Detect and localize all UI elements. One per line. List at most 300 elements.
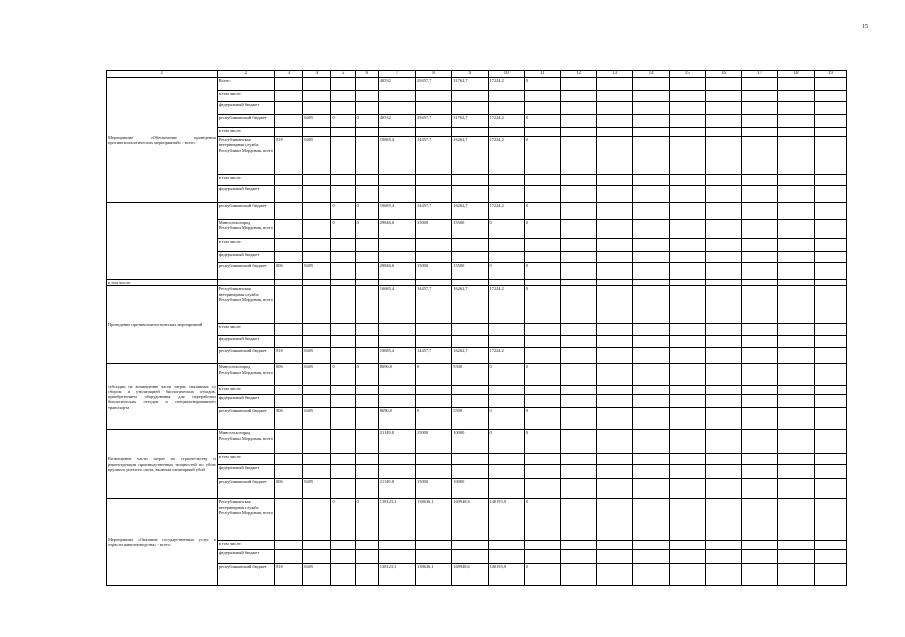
column-header: 10 (488, 71, 524, 78)
column-header: 18 (778, 71, 814, 78)
empty-cell (597, 137, 633, 175)
table-cell (331, 239, 355, 252)
empty-cell (597, 499, 633, 541)
empty-cell (669, 408, 705, 430)
table-row (107, 186, 847, 203)
table-cell (452, 465, 488, 479)
empty-cell (597, 91, 633, 102)
empty-cell (778, 128, 814, 137)
table-cell: 10685,4 (378, 203, 415, 220)
table-row (107, 499, 847, 541)
table-cell: 16262,7 (452, 203, 488, 220)
column-header: 11 (524, 71, 560, 78)
table-cell: 0 (524, 220, 560, 239)
budget-table (106, 70, 847, 586)
table-cell: 17224,2 (488, 348, 524, 364)
table-cell: 0 (524, 263, 560, 280)
empty-cell (778, 137, 814, 175)
table-cell (331, 102, 355, 115)
empty-cell (633, 430, 669, 454)
empty-cell (597, 128, 633, 137)
empty-cell (597, 239, 633, 252)
table-cell (303, 336, 331, 348)
table-cell: 0 (355, 220, 378, 239)
empty-cell (633, 286, 669, 324)
table-cell (452, 541, 488, 550)
empty-cell (742, 220, 778, 239)
empty-cell (705, 78, 741, 91)
table-row (107, 336, 847, 348)
table-cell: 0 (488, 430, 524, 454)
empty-cell (778, 408, 814, 430)
budget-source-cell: федеральный бюджет (217, 395, 274, 408)
table-cell: 10000 (452, 479, 488, 499)
table-cell: 29846,6 (378, 263, 415, 280)
empty-cell (742, 465, 778, 479)
empty-cell (633, 465, 669, 479)
table-cell (378, 128, 415, 137)
table-cell (378, 175, 415, 186)
empty-cell (597, 102, 633, 115)
empty-cell (669, 324, 705, 336)
empty-cell (814, 175, 846, 186)
empty-cell (814, 499, 846, 541)
table-cell: 0 (331, 499, 355, 541)
table-cell (275, 395, 303, 408)
table-cell (378, 395, 415, 408)
empty-cell (560, 91, 596, 102)
table-cell (275, 541, 303, 550)
table-cell (275, 465, 303, 479)
empty-cell (814, 203, 846, 220)
empty-cell (778, 286, 814, 324)
table-cell: 0405 (303, 137, 331, 175)
table-row (107, 541, 847, 550)
table-row (107, 364, 847, 386)
empty-cell (669, 395, 705, 408)
table-cell: 21149,8 (378, 430, 415, 454)
table-row (107, 479, 847, 499)
table-row (107, 386, 847, 395)
table-cell (524, 336, 560, 348)
empty-cell (560, 78, 596, 91)
empty-cell (633, 499, 669, 541)
table-cell (488, 336, 524, 348)
empty-cell (778, 364, 814, 386)
empty-cell (705, 239, 741, 252)
table-cell: 138636,1 (416, 499, 452, 541)
empty-cell (669, 128, 705, 137)
empty-cell (560, 102, 596, 115)
table-cell (331, 386, 355, 395)
table-row (107, 454, 847, 465)
empty-cell (705, 220, 741, 239)
budget-source-cell: в том числе: (217, 91, 274, 102)
table-cell (355, 465, 378, 479)
empty-cell (742, 550, 778, 564)
empty-cell (560, 348, 596, 364)
empty-cell (778, 336, 814, 348)
empty-cell (669, 102, 705, 115)
empty-cell (560, 408, 596, 430)
table-cell: 806 (275, 364, 303, 386)
table-cell (303, 386, 331, 395)
table-cell (303, 454, 331, 465)
empty-cell (778, 324, 814, 336)
table-cell (275, 252, 303, 263)
empty-cell (705, 386, 741, 395)
table-cell (524, 541, 560, 550)
table-cell (378, 102, 415, 115)
table-cell (331, 91, 355, 102)
table-cell: 140193,9 (488, 499, 524, 541)
column-header: 14 (633, 71, 669, 78)
table-cell (378, 239, 415, 252)
table-cell (355, 336, 378, 348)
empty-cell (742, 186, 778, 203)
table-cell (524, 175, 560, 186)
table-row (107, 286, 847, 324)
empty-cell (742, 348, 778, 364)
table-cell (416, 175, 452, 186)
budget-source-cell: в том числе: (217, 324, 274, 336)
table-row (107, 430, 847, 454)
table-cell (331, 408, 355, 430)
table-cell (416, 550, 452, 564)
empty-cell (814, 186, 846, 203)
column-header: 8 (416, 71, 452, 78)
table-cell: 0 (355, 499, 378, 541)
table-cell (303, 286, 331, 324)
table-cell (355, 395, 378, 408)
table-cell (488, 324, 524, 336)
empty-cell (742, 91, 778, 102)
table-cell: 10000 (452, 430, 488, 454)
table-cell: 0 (524, 137, 560, 175)
empty-cell (633, 91, 669, 102)
table-cell: 0 (488, 220, 524, 239)
table-cell (303, 395, 331, 408)
empty-cell (814, 408, 846, 430)
empty-cell (705, 128, 741, 137)
column-header: 9 (452, 71, 488, 78)
empty-cell (705, 91, 741, 102)
empty-cell (560, 336, 596, 348)
empty-cell (778, 203, 814, 220)
empty-cell (742, 203, 778, 220)
table-cell (331, 348, 355, 364)
table-cell: 17224,2 (488, 78, 524, 91)
table-cell: 0 (331, 203, 355, 220)
table-cell (378, 541, 415, 550)
table-cell (452, 386, 488, 395)
empty-cell (742, 286, 778, 324)
empty-cell (669, 336, 705, 348)
empty-cell (669, 564, 705, 586)
table-cell: 17224,2 (488, 115, 524, 128)
table-cell (275, 239, 303, 252)
empty-cell (669, 499, 705, 541)
table-cell: 0 (331, 115, 355, 128)
empty-cell (560, 395, 596, 408)
empty-cell (814, 220, 846, 239)
column-header: 3 (275, 71, 303, 78)
empty-cell (597, 541, 633, 550)
empty-cell (742, 175, 778, 186)
table-cell: 40532 (378, 78, 415, 91)
table-cell (331, 128, 355, 137)
table-cell: 29457,7 (416, 78, 452, 91)
table-cell (452, 91, 488, 102)
table-cell (355, 252, 378, 263)
table-row (107, 348, 847, 364)
empty-cell (742, 395, 778, 408)
table-cell: 806 (275, 408, 303, 430)
budget-source-cell: республиканский бюджет (217, 203, 274, 220)
budget-source-cell: в том числе: (217, 239, 274, 252)
empty-cell (669, 220, 705, 239)
empty-cell (560, 550, 596, 564)
empty-cell (814, 336, 846, 348)
empty-cell (705, 252, 741, 263)
budget-source-cell: федеральный бюджет (217, 336, 274, 348)
empty-cell (633, 541, 669, 550)
empty-cell (669, 252, 705, 263)
column-header: 1 (107, 71, 218, 78)
table-cell (452, 252, 488, 263)
table-cell (275, 91, 303, 102)
budget-source-cell: республиканский бюджет (217, 115, 274, 128)
empty-cell (633, 454, 669, 465)
table-cell (303, 91, 331, 102)
empty-cell (597, 286, 633, 324)
table-row (107, 564, 847, 586)
table-cell: 15000 (416, 263, 452, 280)
empty-cell (597, 364, 633, 386)
empty-cell (633, 252, 669, 263)
empty-cell (742, 128, 778, 137)
empty-cell (778, 430, 814, 454)
activity-name-cell: Возмещение части затрат по строительству и реконструкции производственных мощностей по убою крупного рогатого скота, включая санитарный убой (107, 430, 218, 499)
table-cell (355, 386, 378, 395)
table-cell: 31762,7 (452, 115, 488, 128)
table-cell (275, 386, 303, 395)
table-cell: 40532 (378, 115, 415, 128)
table-cell (355, 263, 378, 280)
table-cell (355, 102, 378, 115)
empty-cell (814, 364, 846, 386)
table-cell: 31762,7 (452, 78, 488, 91)
empty-cell (778, 499, 814, 541)
table-cell: 0 (488, 263, 524, 280)
table-row (107, 128, 847, 137)
table-cell (488, 465, 524, 479)
table-cell (331, 286, 355, 324)
empty-cell (705, 348, 741, 364)
empty-cell (669, 550, 705, 564)
table-cell (355, 541, 378, 550)
table-cell: 0 (524, 115, 560, 128)
table-row (107, 220, 847, 239)
table-cell (275, 286, 303, 324)
empty-cell (597, 203, 633, 220)
table-row (107, 203, 847, 220)
empty-cell (705, 541, 741, 550)
empty-cell (814, 324, 846, 336)
empty-cell (669, 430, 705, 454)
table-cell (524, 465, 560, 479)
table-cell (331, 78, 355, 91)
table-cell (355, 479, 378, 499)
table-cell (303, 430, 331, 454)
table-cell (331, 430, 355, 454)
table-cell (378, 324, 415, 336)
table-cell: 806 (275, 479, 303, 499)
empty-cell (814, 541, 846, 550)
table-cell (416, 454, 452, 465)
empty-cell (597, 263, 633, 280)
empty-cell (560, 203, 596, 220)
empty-cell (597, 175, 633, 186)
table-row (107, 263, 847, 280)
empty-cell (778, 175, 814, 186)
empty-cell (705, 564, 741, 586)
table-cell (331, 550, 355, 564)
empty-cell (669, 454, 705, 465)
empty-cell (669, 203, 705, 220)
table-cell (355, 137, 378, 175)
table-cell: 169948,6 (452, 564, 488, 586)
table-cell (355, 348, 378, 364)
activity-name-cell: Мероприятие «Обеспечение проведения противоэпизоотических мероприятий» - всего: (107, 78, 218, 203)
budget-source-cell: федеральный бюджет (217, 465, 274, 479)
table-cell: 5500 (452, 408, 488, 430)
table-cell (488, 252, 524, 263)
budget-source-cell: федеральный бюджет (217, 550, 274, 564)
empty-cell (560, 454, 596, 465)
empty-cell (560, 137, 596, 175)
empty-cell (633, 263, 669, 280)
table-cell: 0 (524, 564, 560, 586)
empty-cell (742, 137, 778, 175)
table-cell (488, 386, 524, 395)
empty-cell (705, 499, 741, 541)
table-cell: 15000 (416, 430, 452, 454)
empty-cell (560, 364, 596, 386)
budget-source-cell: Минсельхозпрод Республики Мордовия, всего (217, 430, 274, 454)
table-cell (452, 186, 488, 203)
table-cell: 10685,4 (378, 348, 415, 364)
table-cell (524, 102, 560, 115)
empty-cell (742, 364, 778, 386)
empty-cell (705, 408, 741, 430)
table-cell (355, 454, 378, 465)
table-cell (452, 102, 488, 115)
table-cell (275, 78, 303, 91)
empty-cell (778, 78, 814, 91)
table-cell: 0405 (303, 564, 331, 586)
table-row (107, 324, 847, 336)
empty-cell (633, 137, 669, 175)
table-cell: 16262,7 (452, 348, 488, 364)
budget-source-cell: республиканский бюджет (217, 479, 274, 499)
table-cell: 0 (355, 203, 378, 220)
table-cell (452, 175, 488, 186)
table-cell (524, 386, 560, 395)
activity-name-cell: в том числе: (107, 280, 218, 286)
table-row (107, 175, 847, 186)
table-cell (303, 175, 331, 186)
empty-cell (778, 454, 814, 465)
table-row (107, 408, 847, 430)
table-cell (488, 479, 524, 499)
empty-cell (814, 239, 846, 252)
table-cell (488, 91, 524, 102)
empty-cell (560, 479, 596, 499)
table-row (107, 102, 847, 115)
table-cell: 138123,3 (378, 564, 415, 586)
empty-cell (814, 564, 846, 586)
table-cell (275, 186, 303, 203)
table-cell: 8696,8 (378, 364, 415, 386)
empty-cell (633, 220, 669, 239)
table-cell: 14457,7 (416, 348, 452, 364)
empty-cell (633, 186, 669, 203)
empty-cell (742, 252, 778, 263)
table-cell (331, 465, 355, 479)
table-cell (452, 128, 488, 137)
table-cell (355, 408, 378, 430)
table-cell: 818 (275, 564, 303, 586)
table-row (107, 78, 847, 91)
table-cell: 0405 (303, 348, 331, 364)
empty-cell (705, 324, 741, 336)
table-cell: 0 (524, 203, 560, 220)
empty-cell (597, 465, 633, 479)
empty-cell (633, 78, 669, 91)
empty-cell (742, 541, 778, 550)
table-cell (355, 175, 378, 186)
empty-cell (742, 430, 778, 454)
table-cell (524, 550, 560, 564)
table-cell (378, 186, 415, 203)
empty-cell (633, 479, 669, 499)
table-cell (355, 91, 378, 102)
table-cell: 29846,6 (378, 220, 415, 239)
empty-cell (814, 430, 846, 454)
table-cell (416, 91, 452, 102)
table-cell (524, 128, 560, 137)
table-cell (303, 239, 331, 252)
empty-cell (597, 186, 633, 203)
table-cell (524, 239, 560, 252)
budget-source-cell: Республиканская ветеринарная служба Республики Мордовия, всего (217, 286, 274, 324)
budget-source-cell: федеральный бюджет (217, 186, 274, 203)
table-cell (355, 286, 378, 324)
table-cell: 5500 (452, 364, 488, 386)
empty-cell (778, 239, 814, 252)
budget-source-cell: республиканский бюджет (217, 564, 274, 586)
empty-cell (560, 499, 596, 541)
budget-source-cell: республиканский бюджет (217, 263, 274, 280)
column-header: 16 (705, 71, 741, 78)
empty-cell (742, 78, 778, 91)
empty-cell (597, 78, 633, 91)
table-row (107, 465, 847, 479)
empty-cell (597, 324, 633, 336)
table-cell: 10685,4 (378, 286, 415, 324)
table-cell: 0 (488, 408, 524, 430)
